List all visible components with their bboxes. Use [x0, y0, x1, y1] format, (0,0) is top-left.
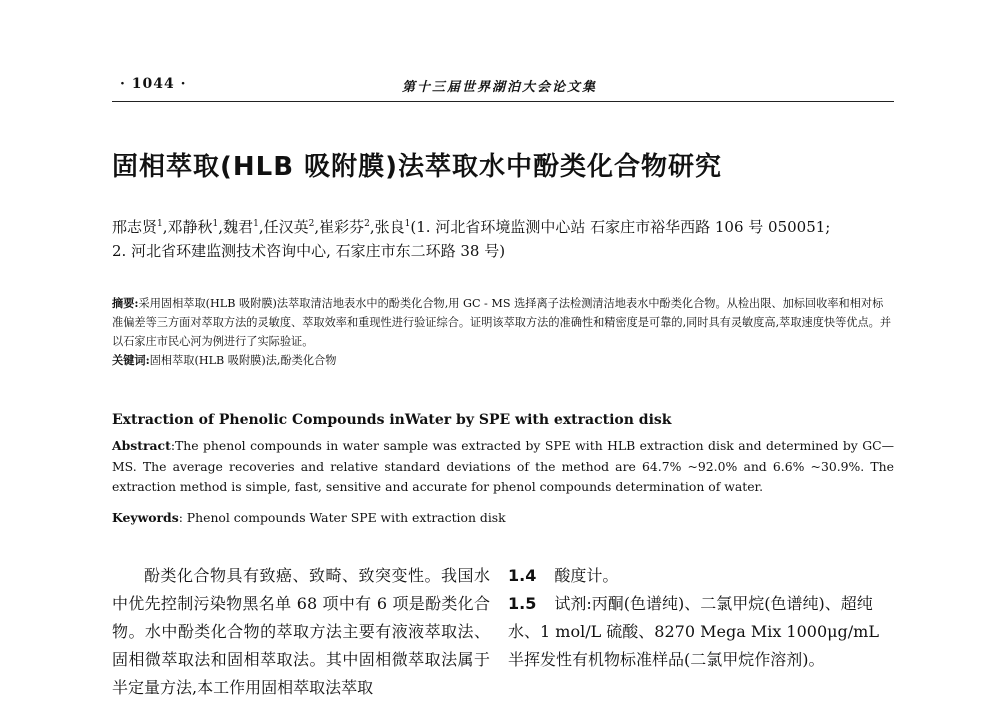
- author-name: 崔彩芬: [319, 218, 365, 236]
- author-affiliation-mark: 1: [404, 219, 411, 229]
- section-number: 1.4: [508, 566, 537, 585]
- author-block: [112, 212, 894, 263]
- author-affiliation-mark: 1: [212, 219, 219, 229]
- section-item-1-4: [508, 562, 894, 590]
- abstract-label-cn: 摘要:: [112, 296, 139, 310]
- english-keywords: [112, 510, 506, 525]
- chinese-abstract: [112, 294, 894, 370]
- keywords-label-en: Keywords: [112, 510, 179, 525]
- author-name: 邢志贤: [112, 218, 158, 236]
- section-text: 酸度计。: [554, 566, 619, 585]
- affiliation-1: (1. 河北省环境监测中心站 石家庄市裕华西路 106 号 050051;: [410, 218, 831, 236]
- header-rule: [112, 101, 894, 102]
- author-affiliation-mark: 1: [157, 219, 163, 229]
- paper-title: 固相萃取(HLB 吸附膜)法萃取水中酚类化合物研究: [112, 152, 722, 182]
- abstract-text-cn: 采用固相萃取(HLB 吸附膜)法萃取清洁地表水中的酚类化合物,用 GC - MS 选择离子法检测清洁地表水中酚类化合物。从检出限、加标回收率和相对标准偏差等三方面对萃取方法的灵敏度、萃取效率和重现性进行验证综合。证明该萃取方法的准确性和精密度是可靠的,同时具有灵敏度高,萃取速度快等优点。并以石家庄市民心河为例进行了实际验证。: [112, 297, 892, 348]
- body-left-column: [112, 562, 490, 697]
- english-abstract: [112, 436, 894, 498]
- section-text: 试剂:丙酮(色谱纯)、二氯甲烷(色谱纯)、超纯水、1 mol/L 硫酸、8270 Mega Mix 1000μg/mL 半挥发性有机物标准样品(二氯甲烷作溶剂)。: [508, 594, 879, 669]
- author-affiliation-mark: 2: [308, 219, 315, 229]
- author-list: 邢志贤$^1$,邓静秋$^1$,魏君$^1$,任汉英$^2$,崔彩芬$^2$,张良$^1$: [112, 218, 411, 236]
- body-right-column: [508, 562, 894, 674]
- keywords-text-en: : Phenol compounds Water SPE with extraction disk: [178, 510, 506, 525]
- affiliation-2: 2. 河北省环建监测技术咨询中心, 石家庄市东二环路 38 号): [112, 242, 506, 260]
- intro-paragraph: 酚类化合物具有致癌、致畸、致突变性。我国水中优先控制污染物黑名单 68 项中有 6 项是酚类化合物。水中酚类化合物的萃取方法主要有液液萃取法、固相微萃取法和固相萃取法。其中固相微萃取法属于半定量方法,本工作用固相萃取法萃取: [112, 566, 490, 697]
- section-number: 1.5: [508, 594, 537, 613]
- abstract-text-en: :The phenol compounds in water sample was extracted by SPE with HLB extraction disk and determined by GC—MS. The average recoveries and relative standard deviations of the method are 64.7% ~92.0% and 6.6% ~30.9%. The extraction method is simple, fast, sensitive and accurate for phenol compounds determination of water.: [112, 438, 894, 494]
- author-affiliation-mark: 1: [253, 219, 259, 229]
- author-name: 张良: [374, 218, 405, 236]
- section-item-1-5: [508, 590, 894, 674]
- page-number: · 1044 ·: [120, 76, 187, 92]
- abstract-label-en: Abstract: [112, 438, 171, 453]
- author-name: 邓静秋: [167, 218, 213, 236]
- author-affiliation-mark: 2: [364, 219, 370, 229]
- author-name: 魏君: [223, 218, 254, 236]
- running-title: 第十三届世界湖泊大会论文集: [402, 80, 598, 95]
- english-title: Extraction of Phenolic Compounds inWater by SPE with extraction disk: [112, 412, 672, 428]
- keywords-text-cn: 固相萃取(HLB 吸附膜)法,酚类化合物: [149, 354, 337, 367]
- keywords-label-cn: 关键词:: [112, 353, 150, 367]
- author-name: 任汉英: [263, 218, 309, 236]
